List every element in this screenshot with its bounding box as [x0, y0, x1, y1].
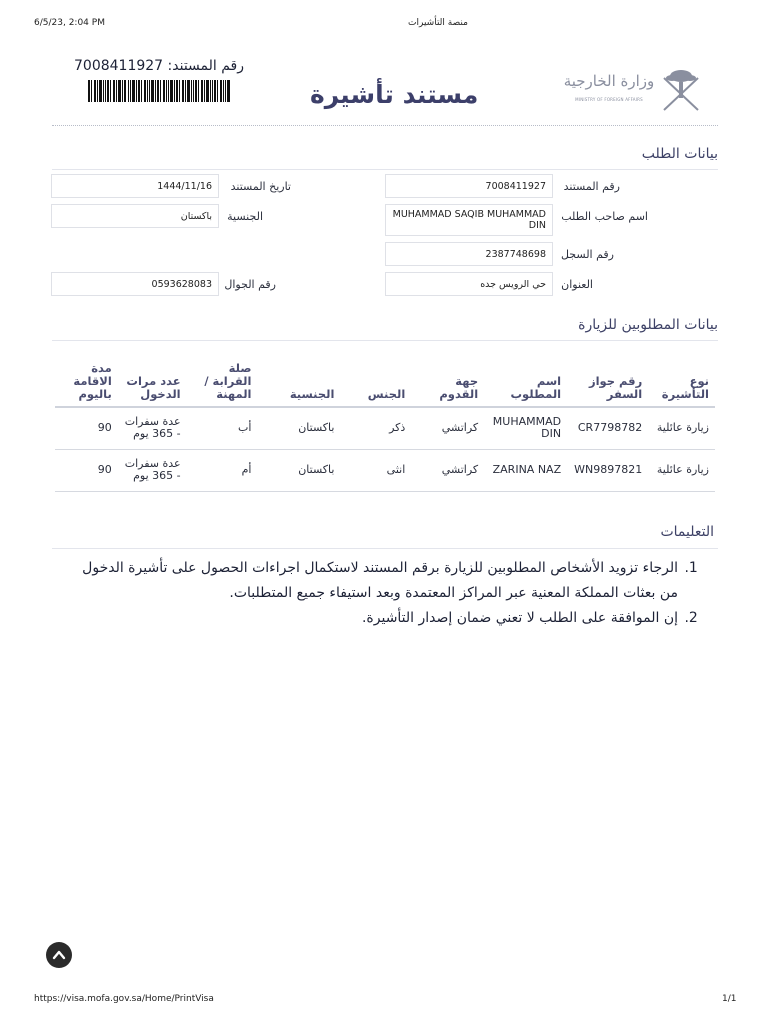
section-divider: [52, 340, 718, 341]
instruction-item: 2. إن الموافقة على الطلب لا تعني ضمان إصدار التأشيرة.: [80, 606, 680, 631]
doc-number-field: 7008411927: [385, 174, 553, 198]
registry-number-label: رقم السجل: [560, 248, 614, 261]
doc-date-label: تاريخ المستند: [230, 180, 291, 193]
doc-number-value: 7008411927: [74, 58, 164, 74]
nationality-cell: باكستان: [257, 407, 340, 449]
stay-duration-cell: 90: [55, 407, 118, 449]
print-page-title: منصة التأشيرات: [408, 18, 468, 28]
print-url: https://visa.mofa.gov.sa/Home/PrintVisa: [34, 994, 214, 1004]
address-label: العنوان: [561, 278, 593, 291]
registry-number-field: 2387748698: [385, 242, 553, 266]
doc-number-label: رقم المستند:: [167, 58, 245, 74]
origin-cell: كراتشي: [411, 449, 484, 491]
passport-cell: WN9897821: [567, 449, 648, 491]
print-datetime: 6/5/23, 2:04 PM: [34, 18, 105, 28]
address-field: حي الرويس جده: [385, 272, 553, 296]
doc-number-line: [74, 58, 244, 74]
column-header: رقم جواز السفر: [567, 358, 648, 407]
visa-type-cell: زيارة عائلية: [648, 449, 715, 491]
mobile-field: 0593628083: [51, 272, 219, 296]
entries-cell: عدة سفرات - 365 يوم: [118, 407, 187, 449]
nationality-field: باكستان: [51, 204, 219, 228]
instruction-item: 1. الرجاء تزويد الأشخاص المطلوبين للزيارة برقم المستند لاستكمال اجراءات الحصول على تأشيرة الدخول من بعثات المملكة المعنية عبر المراكز المعتمدة وبعد استيفاء جميع المتطلبات.: [80, 556, 680, 606]
page-title: مستند تأشيرة: [310, 80, 479, 109]
doc-number-field-label: رقم المستند: [563, 180, 620, 193]
column-header: مدة الاقامة باليوم: [55, 358, 118, 407]
column-header: عدد مرات الدخول: [118, 358, 187, 407]
column-header: الجنسية: [257, 358, 340, 407]
doc-date-field: 1444/11/16: [51, 174, 219, 198]
instructions-title: التعليمات: [660, 524, 714, 540]
table-row: [55, 407, 715, 449]
request-section-title: بيانات الطلب: [641, 146, 718, 162]
applicant-name-field: MUHAMMAD SAQIB MUHAMMAD DIN: [385, 204, 553, 236]
entries-cell: عدة سفرات - 365 يوم: [118, 449, 187, 491]
origin-cell: كراتشي: [411, 407, 484, 449]
logo-arabic-text: وزارة الخارجية: [563, 72, 655, 90]
passport-cell: CR7798782: [567, 407, 648, 449]
visa-type-cell: زيارة عائلية: [648, 407, 715, 449]
visitors-section-title: بيانات المطلوبين للزيارة: [578, 317, 718, 333]
gender-cell: ذكر: [340, 407, 411, 449]
header-divider: [52, 125, 718, 126]
relationship-cell: أم: [187, 449, 258, 491]
scroll-to-top-button[interactable]: [46, 942, 72, 968]
section-divider: [52, 169, 718, 170]
column-header: نوع التأشيرة: [648, 358, 715, 407]
barcode: [88, 80, 230, 102]
gender-cell: انثى: [340, 449, 411, 491]
table-row: [55, 449, 715, 491]
stay-duration-cell: 90: [55, 449, 118, 491]
nationality-cell: باكستان: [257, 449, 340, 491]
column-header: الجنس: [340, 358, 411, 407]
print-page-number: 1/1: [722, 994, 737, 1004]
applicant-name-label: اسم صاحب الطلب: [561, 210, 648, 223]
column-header: صلة القرابة / المهنة: [187, 358, 258, 407]
section-divider: [52, 548, 718, 549]
column-header: جهة القدوم: [411, 358, 484, 407]
nationality-label: الجنسية: [227, 210, 263, 223]
table-header-row: [55, 358, 715, 407]
ministry-logo: [560, 62, 706, 114]
visitors-table: [55, 358, 715, 492]
mobile-label: رقم الجوال: [224, 278, 276, 291]
column-header: اسم المطلوب: [484, 358, 567, 407]
visitor-name-cell: ZARINA NAZ: [484, 449, 567, 491]
visitor-name-cell: MUHAMMAD DIN: [484, 407, 567, 449]
relationship-cell: أب: [187, 407, 258, 449]
chevron-up-icon: [52, 948, 66, 962]
logo-english-text: MINISTRY OF FOREIGN AFFAIRS: [575, 97, 643, 102]
instructions-list: [80, 556, 698, 631]
